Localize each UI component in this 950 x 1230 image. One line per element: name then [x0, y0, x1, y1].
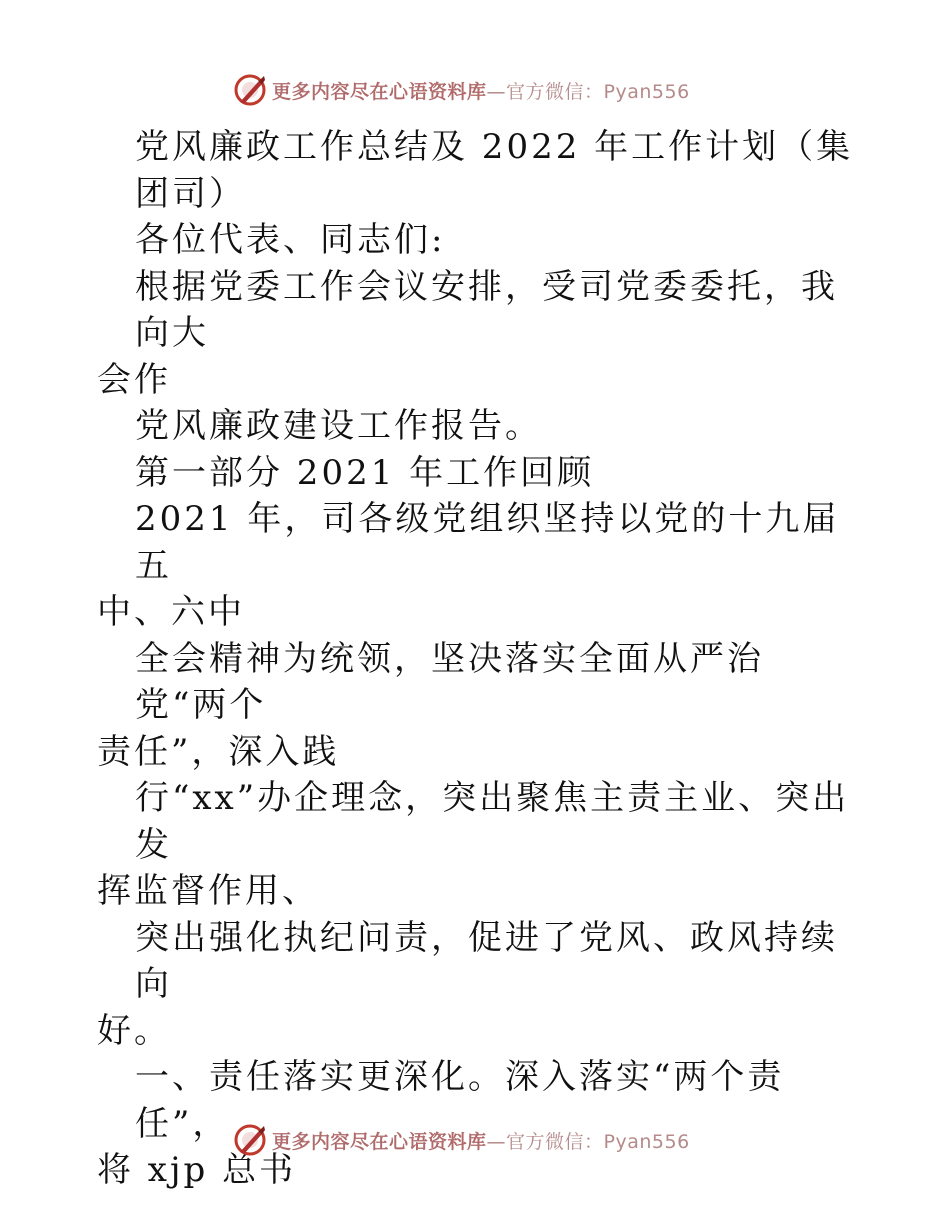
body-line: 将 xjp 总书 — [97, 1150, 297, 1190]
body-line: 2021 年，司各级党组织坚持以党的十九届五 — [135, 499, 840, 586]
body-line: 挥监督作用、 — [97, 871, 319, 911]
body-line: 中、六中 — [97, 592, 245, 632]
body-line: 全会精神为统领，坚决落实全面从严治党“两个 — [135, 638, 764, 725]
header-watermark — [232, 70, 690, 110]
body-line: 会作 — [97, 359, 171, 400]
watermark-wechat: 官方微信：Pyan556 — [506, 80, 690, 103]
title-line-2: 团司） — [135, 173, 246, 214]
body-line: 责任”，深入践 — [97, 731, 340, 772]
footer-watermark — [232, 1120, 690, 1160]
watermark-text — [272, 1127, 690, 1154]
section-heading: 第一部分 2021 年工作回顾 — [135, 452, 595, 493]
body-line: 好。 — [97, 1010, 171, 1051]
watermark-brand: 更多内容尽在心语资料库 — [272, 80, 487, 103]
body-line: 突出强化执纪问责，促进了党风、政风持续向 — [135, 917, 838, 1004]
title-line-1: 党风廉政工作总结及 2022 年工作计划（集 — [135, 127, 854, 167]
pen-logo-icon — [232, 1122, 268, 1158]
body-line: 一、责任落实更深化。深入落实“两个责任”， — [135, 1057, 785, 1144]
pen-logo-icon — [232, 72, 268, 108]
watermark-dash: — — [486, 1130, 507, 1153]
body-line: 党风廉政建设工作报告。 — [135, 406, 542, 446]
watermark-wechat: 官方微信：Pyan556 — [506, 1130, 690, 1153]
watermark-brand: 更多内容尽在心语资料库 — [272, 1130, 487, 1153]
watermark-dash: — — [486, 80, 507, 103]
document-body — [97, 124, 857, 1194]
watermark-text — [272, 77, 690, 104]
body-line: 根据党委工作会议安排，受司党委委托，我向大 — [135, 266, 838, 353]
salutation: 各位代表、同志们: — [135, 220, 446, 260]
body-line: 行“xx”办企理念，突出聚焦主责主业、突出发 — [135, 778, 850, 865]
